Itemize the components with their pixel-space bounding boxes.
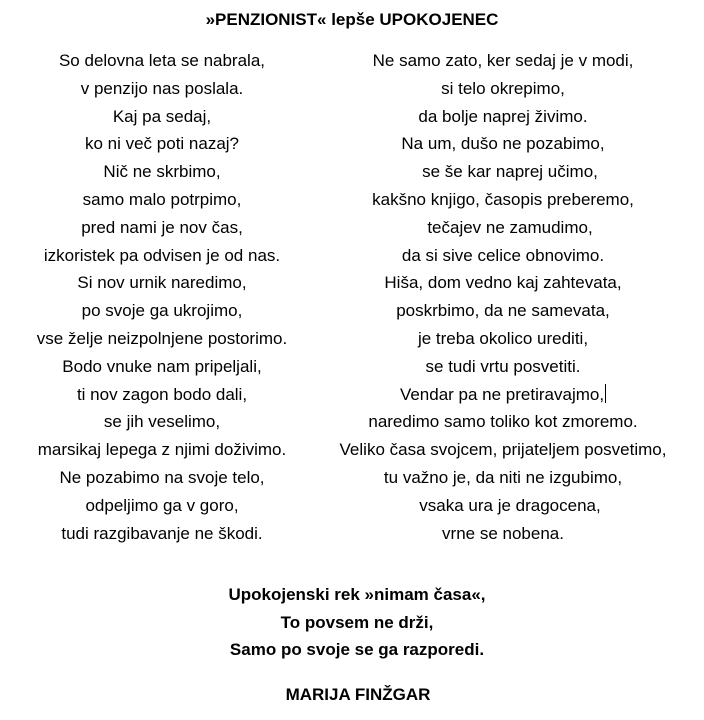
left-verse-line: Nič ne skrbimo, [103,162,221,182]
right-verse-line: vsaka ura je dragocena, [419,495,601,515]
poem-title: »PENZIONIST« lepše UPOKOJENEC [205,10,499,29]
left-verse-line: samo malo potrpimo, [82,189,242,209]
left-verse-line: v penzijo nas poslala. [80,78,244,98]
right-stanza [322,47,684,547]
left-verse-line: ti nov zagon bodo dali, [76,384,248,404]
left-verse-line: odpeljimo ga v goro, [85,495,239,515]
right-verse-line: kakšno knjigo, časopis preberemo, [372,189,634,209]
right-verse-line: tu važno je, da niti ne izgubimo, [383,467,623,487]
closing-line: To povsem ne drži, [280,612,434,632]
right-verse-text: Vendar pa ne pretiravajmo, [399,384,605,404]
author-name: MARIJA FINŽGAR [285,685,431,704]
right-verse-line: je treba okolico urediti, [417,328,589,348]
right-verse-line: da bolje naprej živimo. [418,106,588,126]
text-cursor [605,384,606,403]
right-verse-line: Veliko časa svojcem, prijateljem posvetimo, [339,440,667,460]
left-stanza [16,47,308,547]
right-verse-line: Na um, dušo ne pozabimo, [401,134,605,154]
left-verse-line: vse želje neizpolnjene postorimo. [36,328,288,348]
left-verse-line: marsikaj lepega z njimi doživimo. [37,440,287,460]
right-verse-line: da si sive celice obnovimo. [401,245,605,265]
left-verse-line: po svoje ga ukrojimo, [81,301,243,321]
right-verse-line: Ne samo zato, ker sedaj je v modi, [372,51,634,70]
left-verse-line: tudi razgibavanje ne škodi. [61,523,263,543]
left-verse-line: pred nami je nov čas, [81,217,243,237]
left-verse-line: Bodo vnuke nam pripeljali, [62,356,262,376]
left-verse-line: Ne pozabimo na svoje telo, [59,467,265,487]
closing-line: Upokojenski rek »nimam časa«, [228,585,486,604]
left-verse-line: So delovna leta se nabrala, [58,51,266,70]
right-verse-line: tečajev ne zamudimo, [427,217,593,237]
right-verse-line: se še kar naprej učimo, [422,162,598,182]
closing-stanza [0,581,704,664]
right-verse-line: se tudi vrtu posvetiti. [425,356,581,376]
left-verse-line: izkoristek pa odvisen je od nas. [43,245,281,265]
right-verse-line: si telo okrepimo, [441,78,565,98]
right-verse-line-with-cursor[interactable] [322,381,684,409]
right-verse-line: Hiša, dom vedno kaj zahtevata, [384,273,622,293]
right-verse-line: naredimo samo toliko kot zmoremo. [368,412,638,432]
left-verse-line: se jih veselimo, [103,412,221,432]
left-verse-line: ko ni več poti nazaj? [84,134,240,154]
left-verse-line: Kaj pa sedaj, [112,106,212,126]
left-verse-line: Si nov urnik naredimo, [77,273,247,293]
closing-line: Samo po svoje se ga razporedi. [229,640,485,659]
right-verse-line: poskrbimo, da ne samevata, [396,301,610,321]
right-verse-line: vrne se nobena. [442,523,564,543]
